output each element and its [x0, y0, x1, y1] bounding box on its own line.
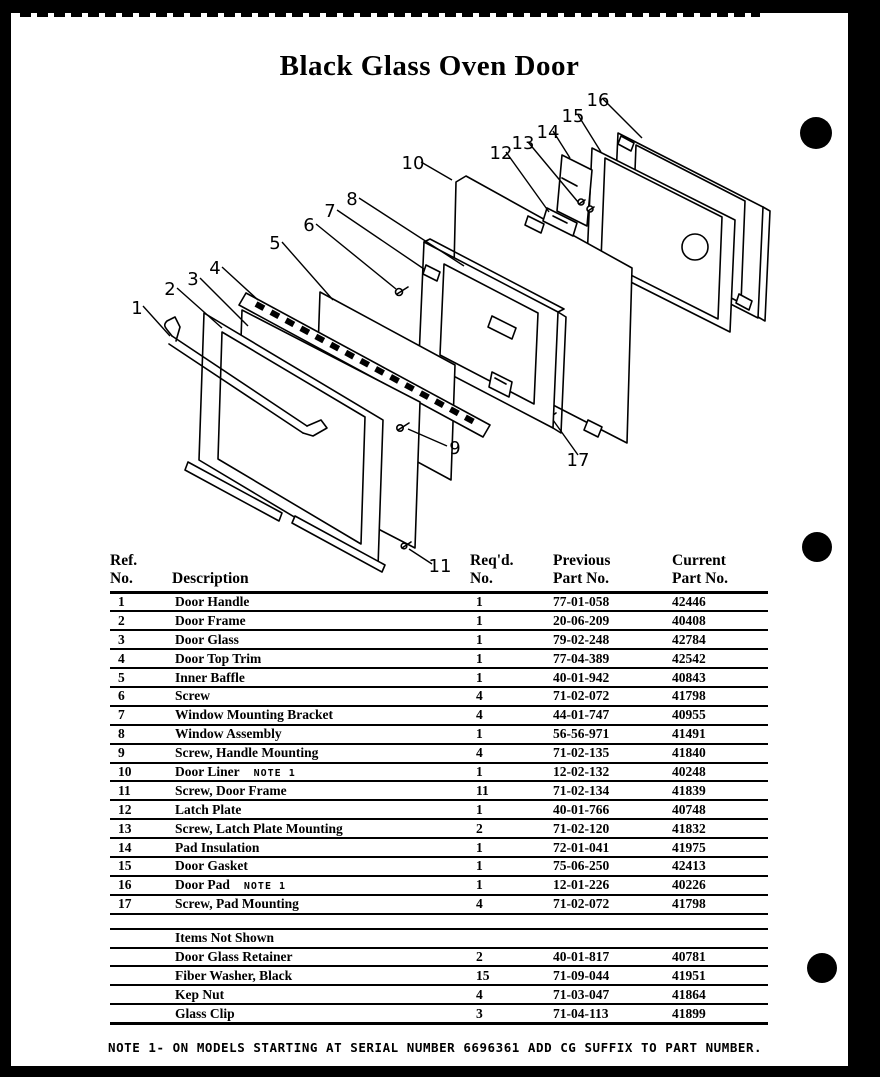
table-row	[110, 725, 768, 744]
callout-6: 6	[303, 215, 315, 236]
cell-current-part: 40408	[672, 611, 768, 630]
cell-ref: 3	[110, 630, 172, 649]
cell-previous-part: 20-06-209	[553, 611, 672, 630]
cell-description: Latch Plate	[172, 800, 466, 819]
cell-qty: 4	[466, 706, 553, 725]
cell-qty: 2	[466, 948, 553, 967]
cell-qty: 4	[466, 744, 553, 763]
cell-current-part: 42542	[672, 649, 768, 668]
cell-current-part: 42784	[672, 630, 768, 649]
cell-qty: 1	[466, 611, 553, 630]
callout-4: 4	[209, 258, 221, 279]
cell-description: Fiber Washer, Black	[172, 966, 466, 985]
cell-qty: 4	[466, 985, 553, 1004]
cell-current-part: 42413	[672, 857, 768, 876]
cell-current-part: 41839	[672, 781, 768, 800]
cell-previous-part: 40-01-766	[553, 800, 672, 819]
cell-ref: 16	[110, 876, 172, 895]
callout-8: 8	[346, 189, 358, 210]
cell-current-part: 41975	[672, 838, 768, 857]
cell-description: Kep Nut	[172, 985, 466, 1004]
cell-previous-part: 71-02-072	[553, 687, 672, 706]
cell-ref: 15	[110, 857, 172, 876]
callout-17: 17	[566, 450, 590, 471]
cell-qty: 4	[466, 687, 553, 706]
cell-previous-part: 71-02-120	[553, 819, 672, 838]
table-row	[110, 763, 768, 782]
cell-current-part: 41798	[672, 687, 768, 706]
callout-14: 14	[536, 122, 560, 143]
cell-previous-part: 12-02-132	[553, 763, 672, 782]
cell-previous-part: 40-01-942	[553, 668, 672, 687]
cell-description: Door Glass	[172, 630, 466, 649]
table-row	[110, 611, 768, 630]
cell-ref: 10	[110, 763, 172, 782]
cell-description: Door Frame	[172, 611, 466, 630]
cell-qty: 1	[466, 725, 553, 744]
callout-11: 11	[428, 556, 452, 577]
cell-previous-part: 71-02-134	[553, 781, 672, 800]
callout-15: 15	[561, 106, 585, 127]
cell-description: Pad Insulation	[172, 838, 466, 857]
table-row	[110, 592, 768, 611]
table-row	[110, 781, 768, 800]
cell-current-part: 40248	[672, 763, 768, 782]
header-ref: Ref. No.	[110, 552, 172, 592]
cell-qty: 11	[466, 781, 553, 800]
cell-description: Screw, Pad Mounting	[172, 895, 466, 914]
cell-previous-part: 72-01-041	[553, 838, 672, 857]
cell-description: Door Gasket	[172, 857, 466, 876]
cell-qty: 1	[466, 592, 553, 611]
cell-qty: 1	[466, 800, 553, 819]
cell-ref: 5	[110, 668, 172, 687]
cell-ref: 14	[110, 838, 172, 857]
cell-ref: 6	[110, 687, 172, 706]
cell-previous-part: 71-02-135	[553, 744, 672, 763]
table-row	[110, 687, 768, 706]
cell-current-part: 41840	[672, 744, 768, 763]
cell-qty: 3	[466, 1004, 553, 1023]
cell-previous-part: 71-02-072	[553, 895, 672, 914]
table-row	[110, 895, 768, 914]
table-header-row	[110, 552, 768, 592]
table-row	[110, 630, 768, 649]
header-previous-part: Previous Part No.	[553, 552, 672, 592]
cell-previous-part: 40-01-817	[553, 948, 672, 967]
cell-description: Door Liner NOTE 1	[172, 763, 466, 782]
cell-current-part: 41491	[672, 725, 768, 744]
cell-qty: 1	[466, 630, 553, 649]
cell-ref: 9	[110, 744, 172, 763]
cell-previous-part: 12-01-226	[553, 876, 672, 895]
table-row	[110, 966, 768, 985]
cell-current-part: 41951	[672, 966, 768, 985]
cell-current-part: 40955	[672, 706, 768, 725]
table-row	[110, 838, 768, 857]
cell-qty: 15	[466, 966, 553, 985]
callout-5: 5	[269, 233, 281, 254]
callout-9: 9	[449, 438, 461, 459]
cell-description: Window Assembly	[172, 725, 466, 744]
cell-current-part: 40843	[672, 668, 768, 687]
cell-description: Window Mounting Bracket	[172, 706, 466, 725]
callout-16: 16	[586, 90, 610, 111]
items-not-shown-heading-row	[110, 929, 768, 948]
cell-ref: 11	[110, 781, 172, 800]
cell-ref	[110, 985, 172, 1004]
parts-table	[110, 552, 768, 1025]
cell-current-part: 42446	[672, 592, 768, 611]
header-reqd: Req'd. No.	[466, 552, 553, 592]
cell-qty: 1	[466, 763, 553, 782]
table-row	[110, 948, 768, 967]
table-row	[110, 649, 768, 668]
cell-previous-part: 77-01-058	[553, 592, 672, 611]
screw-6-icon	[396, 287, 409, 296]
cell-qty: 4	[466, 895, 553, 914]
cell-current-part: 41899	[672, 1004, 768, 1023]
cell-current-part: 40748	[672, 800, 768, 819]
callout-13: 13	[511, 133, 535, 154]
cell-qty: 1	[466, 649, 553, 668]
callout-2: 2	[164, 279, 176, 300]
cell-ref: 13	[110, 819, 172, 838]
callout-1: 1	[131, 298, 143, 319]
callout-12: 12	[489, 143, 513, 164]
cell-current-part: 41798	[672, 895, 768, 914]
cell-qty: 1	[466, 857, 553, 876]
cell-ref: 4	[110, 649, 172, 668]
callout-7: 7	[324, 201, 336, 222]
cell-ref	[110, 948, 172, 967]
cell-current-part: 40781	[672, 948, 768, 967]
cell-current-part: 40226	[672, 876, 768, 895]
table-row	[110, 876, 768, 895]
cell-previous-part: 77-04-389	[553, 649, 672, 668]
cell-description: Screw	[172, 687, 466, 706]
cell-qty: 2	[466, 819, 553, 838]
footnote: NOTE 1- ON MODELS STARTING AT SERIAL NUMBER 6696361 ADD CG SUFFIX TO PART NUMBER.	[108, 1040, 763, 1055]
scan-border-bottom	[0, 1066, 880, 1077]
cell-ref	[110, 966, 172, 985]
page-title: Black Glass Oven Door	[279, 50, 580, 82]
cell-description: Door Top Trim	[172, 649, 466, 668]
cell-qty: 1	[466, 668, 553, 687]
cell-ref: 12	[110, 800, 172, 819]
table-row	[110, 800, 768, 819]
table-row	[110, 1004, 768, 1023]
header-current-part: Current Part No.	[672, 552, 768, 592]
cell-previous-part: 79-02-248	[553, 630, 672, 649]
cell-description: Screw, Handle Mounting	[172, 744, 466, 763]
cell-previous-part: 71-09-044	[553, 966, 672, 985]
cell-previous-part: 71-03-047	[553, 985, 672, 1004]
cell-previous-part: 75-06-250	[553, 857, 672, 876]
cell-ref: 8	[110, 725, 172, 744]
cell-description: Screw, Latch Plate Mounting	[172, 819, 466, 838]
table-row	[110, 744, 768, 763]
cell-description: Door Handle	[172, 592, 466, 611]
cell-ref	[110, 1004, 172, 1023]
table-row	[110, 819, 768, 838]
cell-ref: 1	[110, 592, 172, 611]
cell-qty: 1	[466, 876, 553, 895]
table-row	[110, 857, 768, 876]
cell-ref: 2	[110, 611, 172, 630]
header-description: Description	[172, 552, 466, 592]
cell-previous-part: 56-56-971	[553, 725, 672, 744]
callout-3: 3	[187, 269, 199, 290]
spacer-row	[110, 914, 768, 929]
cell-description: Inner Baffle	[172, 668, 466, 687]
cell-previous-part: 71-04-113	[553, 1004, 672, 1023]
cell-previous-part: 44-01-747	[553, 706, 672, 725]
table-row	[110, 706, 768, 725]
table-row	[110, 668, 768, 687]
items-not-shown-label: Items Not Shown	[172, 929, 466, 948]
cell-description: Screw, Door Frame	[172, 781, 466, 800]
registration-dot	[807, 953, 837, 983]
cell-description: Door Glass Retainer	[172, 948, 466, 967]
callout-10: 10	[401, 153, 425, 174]
cell-description: Glass Clip	[172, 1004, 466, 1023]
cell-qty: 1	[466, 838, 553, 857]
cell-current-part: 41864	[672, 985, 768, 1004]
cell-description: Door Pad NOTE 1	[172, 876, 466, 895]
cell-ref: 7	[110, 706, 172, 725]
cell-current-part: 41832	[672, 819, 768, 838]
table-row	[110, 985, 768, 1004]
cell-ref: 17	[110, 895, 172, 914]
